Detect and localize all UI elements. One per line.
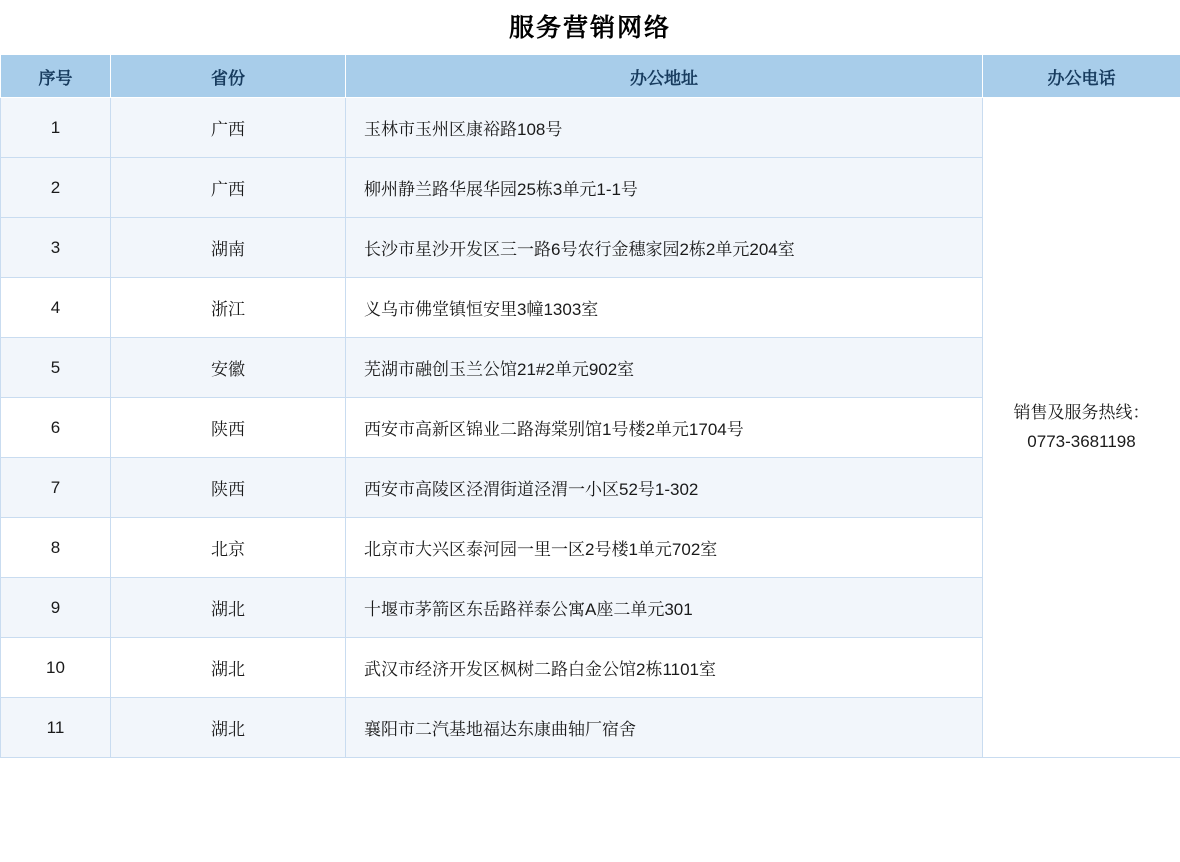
cell-index: 9: [1, 578, 111, 638]
cell-index: 6: [1, 398, 111, 458]
cell-province: 湖北: [111, 578, 346, 638]
cell-index: 2: [1, 158, 111, 218]
cell-address: 北京市大兴区泰河园一里一区2号楼1单元702室: [346, 518, 983, 578]
service-network-table: [0, 54, 1180, 758]
cell-address: 襄阳市二汽基地福达东康曲轴厂宿舍: [346, 698, 983, 758]
cell-index: 5: [1, 338, 111, 398]
cell-province: 陕西: [111, 458, 346, 518]
table-body: [1, 98, 1180, 758]
column-header-phone: 办公电话: [983, 55, 1180, 98]
cell-address: 长沙市星沙开发区三一路6号农行金穗家园2栋2单元204室: [346, 218, 983, 278]
cell-address: 西安市高新区锦业二路海棠别馆1号楼2单元1704号: [346, 398, 983, 458]
cell-province: 广西: [111, 98, 346, 158]
column-header-address: 办公地址: [346, 55, 983, 98]
cell-phone: [983, 98, 1180, 758]
table-row: [1, 98, 1180, 158]
cell-index: 7: [1, 458, 111, 518]
cell-province: 北京: [111, 518, 346, 578]
cell-index: 1: [1, 98, 111, 158]
cell-address: 义乌市佛堂镇恒安里3幢1303室: [346, 278, 983, 338]
cell-address: 柳州静兰路华展华园25栋3单元1-1号: [346, 158, 983, 218]
table-header-row: [1, 55, 1180, 98]
column-header-index: 序号: [1, 55, 111, 98]
table-header: [1, 55, 1180, 98]
phone-label: 销售及服务热线：: [1013, 402, 1150, 422]
cell-province: 浙江: [111, 278, 346, 338]
cell-address: 十堰市茅箭区东岳路祥泰公寓A座二单元301: [346, 578, 983, 638]
cell-province: 广西: [111, 158, 346, 218]
phone-number: 0773-3681198: [1027, 431, 1136, 451]
cell-province: 湖北: [111, 638, 346, 698]
cell-address: 芜湖市融创玉兰公馆21#2单元902室: [346, 338, 983, 398]
column-header-province: 省份: [111, 55, 346, 98]
cell-province: 陕西: [111, 398, 346, 458]
cell-address: 玉林市玉州区康裕路108号: [346, 98, 983, 158]
cell-index: 3: [1, 218, 111, 278]
cell-index: 8: [1, 518, 111, 578]
cell-address: 武汉市经济开发区枫树二路白金公馆2栋1101室: [346, 638, 983, 698]
cell-province: 湖北: [111, 698, 346, 758]
cell-index: 10: [1, 638, 111, 698]
cell-index: 11: [1, 698, 111, 758]
cell-province: 安徽: [111, 338, 346, 398]
cell-index: 4: [1, 278, 111, 338]
cell-address: 西安市高陵区泾渭街道泾渭一小区52号1-302: [346, 458, 983, 518]
page-title: 服务营销网络: [508, 15, 671, 42]
cell-province: 湖南: [111, 218, 346, 278]
